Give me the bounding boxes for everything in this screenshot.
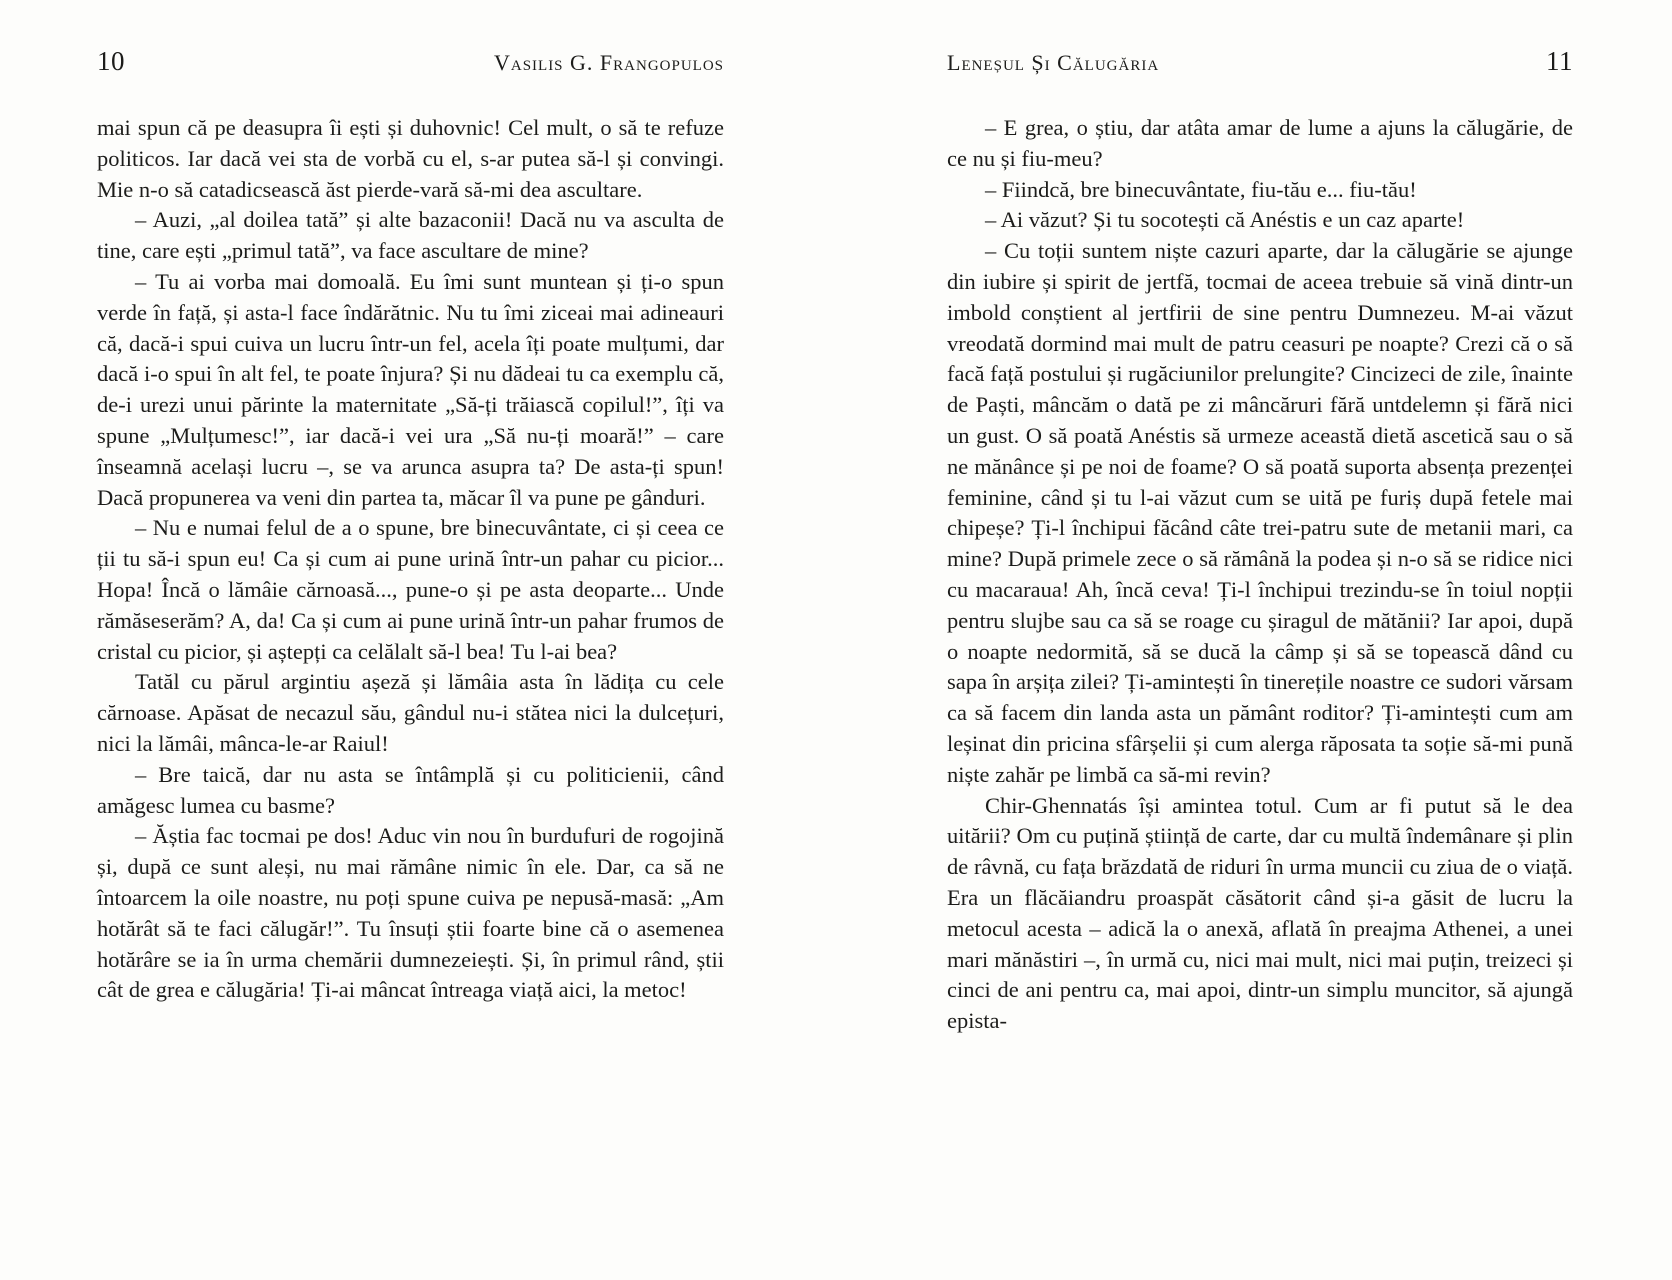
running-head-author: Vasilis G. Frangopulos (493, 50, 724, 75)
paragraph: – Tu ai vorba mai domoală. Eu îmi sunt muntean și ți-o spun verde în față, și asta-l face îndărătnic. Nu tu îmi ziceai mai adineauri că, dacă-i spui cuiva un lucru într-un fel, acela îți poate mulțumi, dar dacă i-o spui în alt fel, te poate înjura? Și nu dădeai tu ca exemplu că, de-i urezi unui părinte la maternitate „Să-ți trăiască copilul!”, îți va spune „Mulțumesc!”, iar dacă-i vei ura „Să nu-ți moară!” – care înseamnă același lucru –, se va arunca asupra ta? De asta-ți spun! Dacă propunerea va veni din partea ta, măcar îl va pune pe gânduri. (97, 268, 724, 510)
recto-page (836, 0, 1672, 1280)
paragraph: – Fiindcă, bre binecuvântate, fiu-tău e... fiu-tău! (985, 176, 1417, 202)
recto-page-text (947, 113, 1573, 1037)
paragraph: – Bre taică, dar nu asta se întâmplă și cu politicienii, când amăgesc lumea cu basme? (97, 761, 724, 818)
verso-page-header (97, 46, 724, 77)
verso-page-text (97, 113, 724, 1006)
paragraph: mai spun că pe deasupra îi ești și duhovnic! Cel mult, o să te refuze politicos. Iar dacă vei sta de vorbă cu el, s-ar putea să-l și convingi. Mie n-o să catadicsească ăst pierde-vară să-mi dea ascultare. (97, 115, 724, 202)
recto-page-header (947, 46, 1573, 77)
paragraph: Tatăl cu părul argintiu așeză și lămâia asta în lădița cu cele cărnoase. Apăsat de necazul său, gândul nu-i stătea nici la dulcețuri, nici la lămâi, mânca-le-ar Raiul! (97, 669, 724, 756)
paragraph: Chir-Ghennatás își amintea totul. Cum ar fi putut să le dea uitării? Om cu puțină știință de carte, dar cu multă îndemânare și plin de râvnă, cu fața brăzdată de riduri în urma muncii cu ziua de o viață. Era un flăcăiandru proaspăt căsătorit când și-a găsit de lucru la metocul acesta – adică la o anexă, aflată în preajma Athenei, a unei mari mănăstiri –, în urmă cu, nici mai mult, nici mai puțin, treizeci și cinci de ani pentru ca, mai apoi, dintr-un simplu muncitor, să ajungă epista- (947, 792, 1573, 1034)
paragraph: – Auzi, „al doilea tată” și alte bazaconii! Dacă nu va asculta de tine, care ești „primul tată”, va face ascultare de mine? (97, 207, 724, 264)
running-head-title: Leneșul Și Călugăria (947, 50, 1160, 75)
paragraph: – Ai văzut? Și tu socotești că Anéstis e un caz aparte! (985, 207, 1465, 233)
paragraph: – Nu e numai felul de a o spune, bre binecuvântate, ci și ceea ce ții tu să-i spun eu! Ca și cum ai pune urină într-un pahar cu picior... Hopa! Încă o lămâie cărnoasă..., pune-o și pe asta deoparte... Unde rămăseserăm? A, da! Ca și cum ai pune urină într-un pahar frumos de cristal cu picior, și aștepți ca celălalt să-l bea! Tu l-ai bea? (97, 515, 724, 664)
paragraph: – E grea, o știu, dar atâta amar de lume a ajuns la călugărie, de ce nu și fiu-meu? (947, 115, 1573, 171)
page-number-recto: 11 (1546, 46, 1573, 76)
paragraph: – Ăștia fac tocmai pe dos! Aduc vin nou în burdufuri de rogojină și, după ce sunt aleși, nu mai rămâne nimic în ele. Dar, ca să ne întoarcem la oile noastre, nu poți spune cuiva pe nepusă-masă: „Am hotărât să te faci călugăr!”. Tu însuți știi foarte bine că o asemenea hotărâre se ia în urma chemării dumnezeiești. Și, în primul rând, știi cât de grea e călugăria! Ți-ai mâncat întreaga viață aici, la metoc! (97, 823, 724, 1003)
page-number-verso: 10 (97, 46, 125, 76)
paragraph: – Cu toții suntem niște cazuri aparte, dar la călugărie se ajunge din iubire și spirit de jertfă, tocmai de aceea trebuie să vină dintr-un imbold conștient al jertfirii de sine pentru Dumnezeu. M-ai văzut vreodată dormind mai mult de patru ceasuri pe noapte? Crezi că o să facă față postului și rugăciunilor prelungite? Cincizeci de zile, înainte de Paști, mâncăm o dată pe zi mâncăruri fără untdelemn și fără nici un gust. O să poată Anéstis să urmeze această dietă ascetică sau o să ne mănânce și pe noi de foame? O să poată suporta absența prezenței feminine, când și tu l-ai văzut cum se uită pe furiș după fetele mai chipeșe? Ți-l închipui făcând câte trei-patru sute de metanii mari, ca mine? După primele zece o să rămână la podea și n-o să se ridice nici cu macaraua! Ah, încă ceva! Ți-l închipui trezindu-se în toiul nopții pentru slujbe sau ca să se roage cu șiragul de mătănii? Iar apoi, după o noapte nedormită, să se ducă la câmp și să se topească dând cu sapa în arșița zilei? Ți-amintești în tinerețile noastre ce sudori vărsam ca să facem din landa asta un pământ roditor? Ți-amintești cum am leșinat din pricina sfârșelii și cum alerga răposata ta soție să-mi pună niște zahăr pe limbă ca să-mi revin? (947, 238, 1574, 787)
